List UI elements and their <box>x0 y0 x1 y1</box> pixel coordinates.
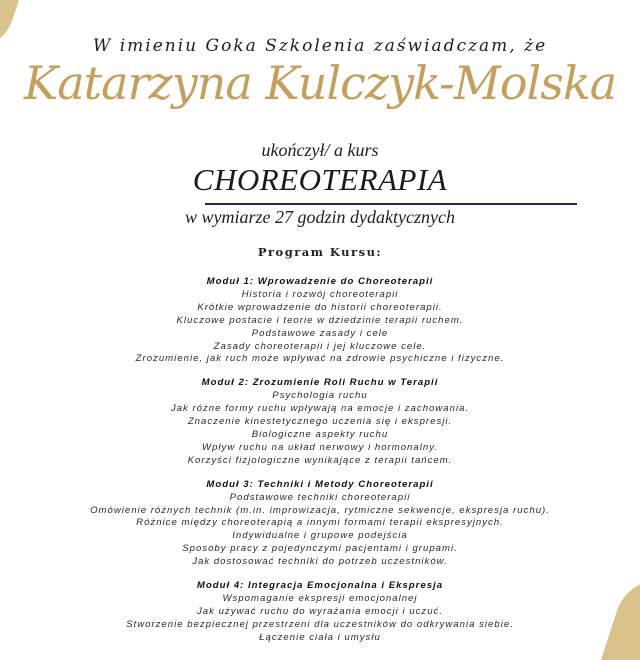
module-topic: Historia i rozwój choreoterapii <box>241 288 399 300</box>
program-modules <box>0 276 640 656</box>
module-topic: Łączenie ciała i umysłu <box>259 631 381 643</box>
module-line: Krótkie wprowadzenie do historii choreoterapii. <box>197 301 443 313</box>
recipient-name: Katarzyna Kulczyk-Molska <box>23 56 617 110</box>
module-topic: Podstawowe zasady i cele <box>251 327 389 339</box>
module-topic: Biologiczne aspekty ruchu <box>251 428 389 440</box>
module-title: Moduł 1: Wprowadzenie do Choreoterapii <box>206 276 434 287</box>
module-line: Znaczenie kinestetycznego uczenia się i ekspresji. <box>187 416 453 428</box>
module-line: Omówienie różnych technik (m.in. improwizacja, rytmiczne sekwencje, ekspresja ruchu). <box>90 504 550 516</box>
module-line: Kluczowe postacie i teorie w dziedzinie terapii ruchem. <box>176 314 464 326</box>
module-line: Zasady choreoterapii i jej kluczowe cele. <box>213 340 427 352</box>
module-title: Moduł 4: Integracja Emocjonalna i Ekspresja <box>196 580 444 592</box>
module-title: Moduł 2: Zrozumienie Roli Ruchu w Terapii <box>201 377 439 389</box>
module-topic: Psychologia ruchu <box>272 390 368 402</box>
module-topic: Podstawowe techniki choreoterapii <box>229 491 411 503</box>
module-line: Różnice między choreoterapią a innymi formami terapii ekspresyjnych. <box>136 517 504 529</box>
module-1 <box>0 276 640 366</box>
module-line: Stworzenie bezpiecznej przestrzeni dla uczestników do odkrywania siebie. <box>126 618 514 630</box>
module-line: Jak używać ruchu do wyrażania emocji i uczuć. <box>196 605 444 617</box>
module-title: Moduł 3: Techniki i Metody Choreoterapii <box>206 478 434 490</box>
module-topic: Indywidualne i grupowe podejścia <box>232 530 408 542</box>
course-hours: w wymiarze 27 godzin dydaktycznych <box>185 207 455 227</box>
module-line: Wpływ ruchu na układ nerwowy i hormonalny. <box>202 441 438 453</box>
module-line: Korzyści fizjologiczne wynikające z terapii tańcem. <box>187 454 453 466</box>
course-title: CHOREOTERAPIA <box>192 162 448 197</box>
module-line: Jak dostosować techniki do potrzeb uczestników. <box>192 556 448 568</box>
module-4 <box>0 580 640 645</box>
module-line: Sposoby pracy z pojedynczymi pacjentami i grupami. <box>182 543 458 555</box>
module-3 <box>0 479 640 569</box>
title-divider <box>205 203 577 205</box>
program-title: Program Kursu: <box>257 245 383 259</box>
module-line: Jak różne formy ruchu wpływają na emocje i zachowania. <box>170 403 470 415</box>
module-line: Zrozumienie, jak ruch może wpływać na zdrowie psychiczne i fizyczne. <box>135 353 505 365</box>
module-topic: Wspomaganie ekspresji emocjonalnej <box>222 592 418 604</box>
certificate-intro: W imieniu Goka Szkolenia zaświadczam, że <box>92 36 548 56</box>
module-2 <box>0 377 640 467</box>
completed-label: ukończył/ a kurs <box>261 140 379 160</box>
